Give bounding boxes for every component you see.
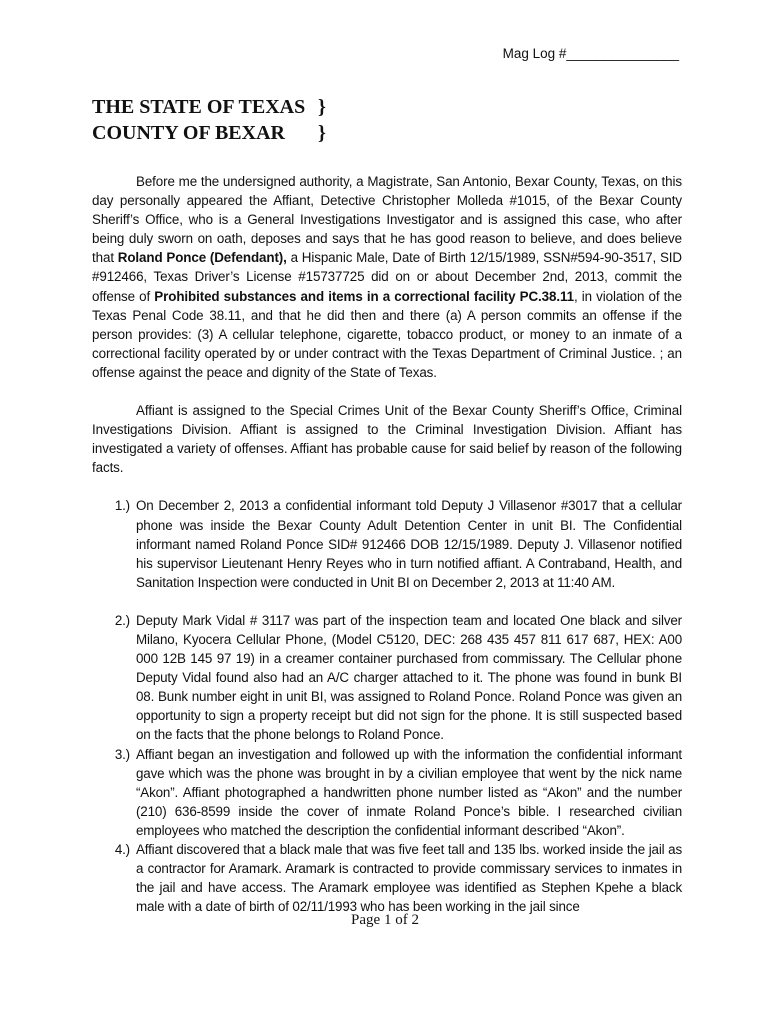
fact-item [92, 611, 682, 745]
page-number: Page 1 of 2 [351, 912, 419, 928]
facts-list [92, 496, 682, 916]
fact-number: 4.) [114, 842, 130, 857]
opening-text: , in violation of the Texas Penal Code 38.11, and that he did then and there (a) A person commits an offense if the person provides: (3) A cellular telephone, cigarette, tobacco product, or money to an inmate of a correctional facility operated by or under contract with the Texas Department of Criminal Justice. ; an offense against the peace and dignity of the State of Texas. [92, 288, 682, 380]
heading-county: COUNTY OF BEXAR [92, 122, 285, 144]
case-heading [92, 94, 326, 146]
fact-text: On December 2, 2013 a confidential informant told Deputy J Villasenor #3017 that a cellular phone was inside the Bexar County Adult Detention Center in unit BI. The Confidential informant named Roland Ponce SID# 912466 DOB 12/15/1989. Deputy J. Villasenor notified his supervisor Lieutenant Henry Reyes who in turn notified affiant. A Contraband, Health, and Sanitation Inspection were conducted in Unit BI on December 2, 2013 at 11:40 AM. [136, 498, 682, 590]
opening-paragraph [92, 172, 682, 382]
heading-brace: } [318, 96, 326, 118]
defendant-name: Roland Ponce (Defendant), [117, 250, 287, 266]
fact-item [92, 840, 682, 916]
fact-item [92, 496, 682, 591]
heading-brace: } [318, 122, 326, 144]
fact-item [92, 745, 682, 840]
affidavit-body [92, 172, 682, 916]
fact-number: 3.) [114, 746, 130, 762]
heading-county-row [92, 120, 326, 146]
affiant-paragraph: Affiant is assigned to the Special Crimes Unit of the Bexar County Sheriff’s Office, Criminal Investigations Division. Affiant is assigned to the Criminal Investigation Division. Affiant has investigated a variety of offenses. Affiant has probable cause for said belief by reason of the following facts. [92, 403, 682, 476]
offense-name: Prohibited substances and items in a correctional facility PC.38.11 [154, 288, 574, 304]
fact-number: 2.) [114, 612, 130, 628]
fact-number: 1.) [114, 498, 130, 514]
fact-text: Affiant began an investigation and followed up with the information the confidential informant gave which was the phone was brought in by a civilian employee that went by the nick name “Akon”. Affiant photographed a handwritten phone number listed as “Akon” and the number (210) 636-8599 inside the cover of inmate Roland Ponce’s bible. I researched civilian employees who matched the description the confidential informant described “Akon”. [136, 746, 682, 838]
opening-text: Before me the undersigned authority, a Magistrate, San Antonio, Bexar County, Texas, on this day personally appeared the Affiant, Detective Christopher Molleda #1015, of the Bexar County Sheriff’s Office, who is a General Investigations Investigator and is assigned this case, who after being duly sworn on oath, deposes and says that he has good reason to believe, and does believe that [92, 174, 682, 266]
mag-log-field: Mag Log #_______________ [502, 46, 679, 61]
heading-state: THE STATE OF TEXAS [92, 96, 306, 118]
fact-text: Affiant discovered that a black male that was five feet tall and 135 lbs. worked inside the jail as a contractor for Aramark. Aramark is contracted to provide commissary services to inmates in the jail and have access. The Aramark employee was identified as Stephen Kpehe a black male with a date of birth of 02/11/1993 who has been working in the jail since [136, 842, 682, 915]
fact-text: Deputy Mark Vidal # 3117 was part of the inspection team and located One black and silver Milano, Kyocera Cellular Phone, (Model C5120, DEC: 268 435 457 811 617 687, HEX: A00 000 12B 145 97 19) in a creamer container purchased from commissary. The Cellular phone Deputy Vidal found also had an A/C charger attached to it. The phone was found in bunk BI 08. Bunk number eight in unit BI, was assigned to Roland Ponce. Roland Ponce was given an opportunity to sign a property receipt but did not sign for the phone. It is still suspected based on the facts that the phone belongs to Roland Ponce. [136, 612, 682, 743]
opening-text: a Hispanic Male, Date of Birth 12/15/1989, SSN#594-90-3517, SID #912466, Texas Driver’s License #15737725 did on or about December 2nd, 2013, commit the offense of [92, 250, 682, 304]
heading-state-row [92, 94, 326, 120]
